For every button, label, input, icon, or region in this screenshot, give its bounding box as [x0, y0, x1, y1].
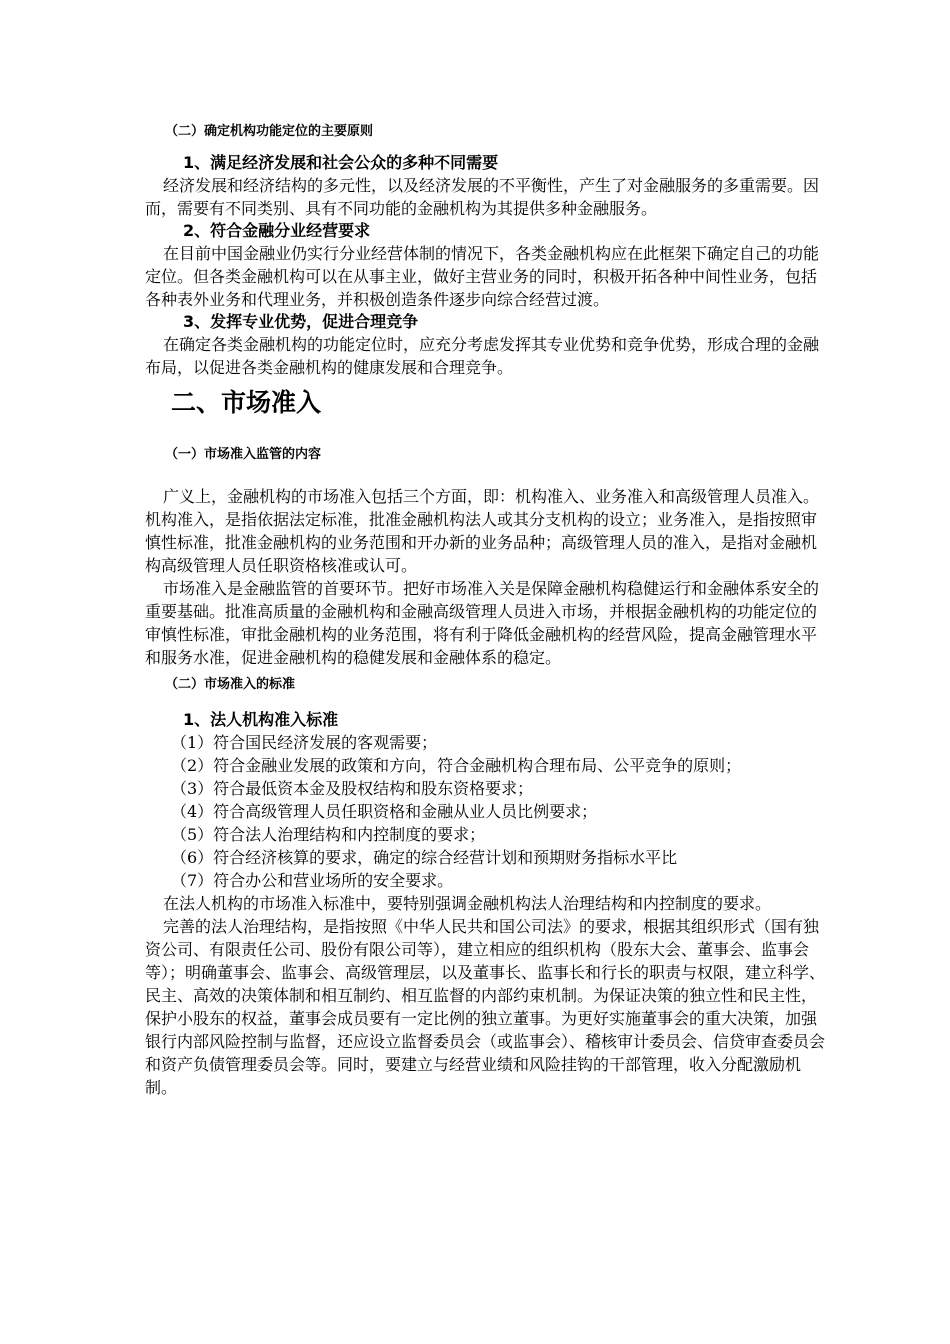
- list-item: （1）符合国民经济发展的客观需要；: [171, 733, 438, 752]
- paragraph: 在法人机构的市场准入标准中，要特别强调金融机构法人治理结构和内控制度的要求。: [163, 894, 772, 913]
- subsection-title: 1、满足经济发展和社会公众的多种不同需要: [183, 153, 499, 172]
- paragraph: 在目前中国金融业仍实行分业经营体制的情况下，各类金融机构应在此框架下确定自己的功能定位。但各类金融机构可以在从事主业，做好主营业务的同时，积极开拓各种中间性业务，包括各种表外业务和代理业务，并积极创造条件逐步向综合经营过渡。: [145, 244, 820, 309]
- paragraph: 广义上，金融机构的市场准入包括三个方面，即：机构准入、业务准入和高级管理人员准入。机构准入，是指依据法定标准，批准金融机构法人或其分支机构的设立；业务准入，是指按照审慎性标准，批准金融机构的业务范围和开办新的业务品种；高级管理人员的准入，是指对金融机构高级管理人员任职资格核准或认可。: [145, 487, 820, 575]
- section-heading: （二）市场准入的标准: [165, 677, 296, 692]
- paragraph: 市场准入是金融监管的首要环节。把好市场准入关是保障金融机构稳健运行和金融体系安全的重要基础。批准高质量的金融机构和金融高级管理人员进入市场，并根据金融机构的功能定位的审慎性标准，审批金融机构的业务范围，将有利于降低金融机构的经营风险，提高金融管理水平和服务水准，促进金融机构的稳健发展和金融体系的稳定。: [145, 579, 820, 667]
- chapter-title: 二、市场准入: [171, 388, 322, 417]
- paragraph: 经济发展和经济结构的多元性，以及经济发展的不平衡性，产生了对金融服务的多重需要。因而，需要有不同类别、具有不同功能的金融机构为其提供多种金融服务。: [145, 176, 820, 218]
- list-item: （4）符合高级管理人员任职资格和金融从业人员比例要求；: [171, 802, 598, 821]
- paragraph: 在确定各类金融机构的功能定位时，应充分考虑发挥其专业优势和竞争优势，形成合理的金融布局，以促进各类金融机构的健康发展和合理竞争。: [145, 335, 820, 377]
- subsection-title: 3、发挥专业优势，促进合理竞争: [183, 312, 419, 331]
- list-item: （7）符合办公和营业场所的安全要求。: [171, 871, 454, 890]
- section-heading: （一）市场准入监管的内容: [165, 447, 322, 462]
- paragraph: 完善的法人治理结构，是指按照《中华人民共和国公司法》的要求，根据其组织形式（国有独资公司、有限责任公司、股份有限公司等），建立相应的组织机构（股东大会、董事会、监事会等）；明确董事会、监事会、高级管理层，以及董事长、监事长和行长的职责与权限，建立科学、民主、高效的决策体制和相互制约、相互监督的内部约束机制。为保证决策的独立性和民主性，保护小股东的权益，董事会成员要有一定比例的独立董事。为更好实施董事会的重大决策，加强银行内部风险控制与监督，还应设立监督委员会（或监事会）、稽核审计委员会、信贷审查委员会和资产负债管理委员会等。同时，要建立与经营业绩和风险挂钩的干部管理，收入分配激励机制。: [145, 917, 826, 1097]
- list-item: （5）符合法人治理结构和内控制度的要求；: [171, 825, 486, 844]
- subsection-title: 1、法人机构准入标准: [183, 710, 339, 729]
- list-item: （6）符合经济核算的要求，确定的综合经营计划和预期财务指标水平比: [171, 848, 678, 867]
- list-item: （3）符合最低资本金及股权结构和股东资格要求；: [171, 779, 534, 798]
- subsection-title: 2、符合金融分业经营要求: [183, 221, 371, 240]
- list-item: （2）符合金融业发展的政策和方向，符合金融机构合理布局、公平竞争的原则；: [171, 756, 742, 775]
- section-heading: （二）确定机构功能定位的主要原则: [165, 124, 374, 139]
- document-body: [145, 122, 825, 1099]
